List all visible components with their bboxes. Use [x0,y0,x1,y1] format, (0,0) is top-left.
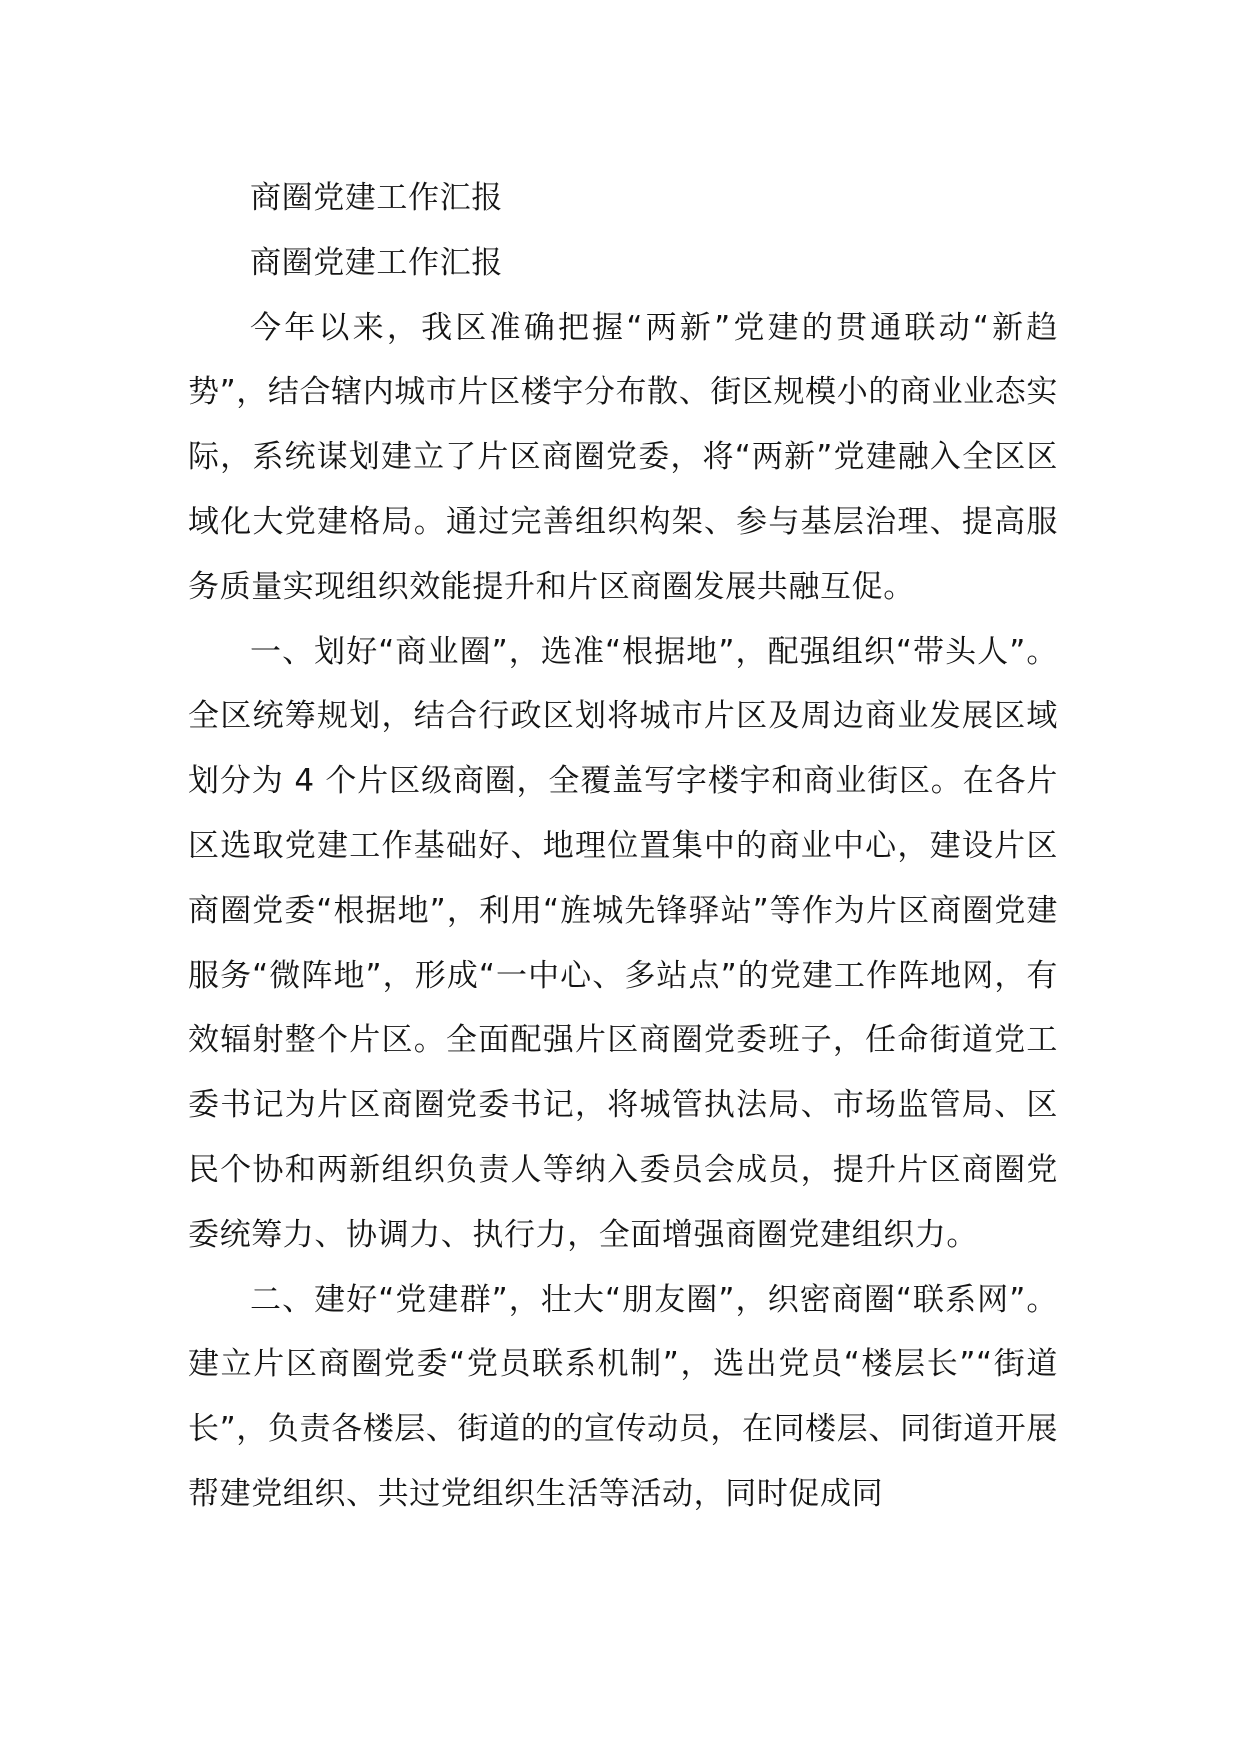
paragraph-intro: 今年以来，我区准确把握“两新”党建的贯通联动“新趋势”，结合辖内城市片区楼宇分布散、街区规模小的商业业态实际，系统谋划建立了片区商圈党委，将“两新”党建融入全区区域化大党建格局。通过完善组织构架、参与基层治理、提高服务质量实现组织效能提升和片区商圈发展共融互促。 [188,309,1058,605]
document-subtitle: 商圈党建工作汇报 [250,244,503,281]
paragraph-section-two: 二、建好“党建群”，壮大“朋友圈”，织密商圈“联系网”。建立片区商圈党委“党员联系机制”，选出党员“楼层长”“街道长”，负责各楼层、街道的的宣传动员，在同楼层、同街道开展帮建党组织、共过党组织生活等活动，同时促成同 [188,1281,1058,1512]
document-body [188,166,1058,1527]
document-title: 商圈党建工作汇报 [250,180,503,216]
paragraph-section-one: 一、划好“商业圈”，选准“根据地”，配强组织“带头人”。全区统筹规划，结合行政区划将城市片区及周边商业发展区域划分为 4 个片区级商圈，全覆盖写字楼宇和商业街区。在各片区选取党建工作基础好、地理位置集中的商业中心，建设片区商圈党委“根据地”，利用“旌城先锋驿站”等作为片区商圈党建服务“微阵地”，形成“一中心、多站点”的党建工作阵地网，有效辐射整个片区。全面配强片区商圈党委班子，任命街道党工委书记为片区商圈党委书记，将城管执法局、市场监管局、区民个协和两新组织负责人等纳入委员会成员，提升片区商圈党委统筹力、协调力、执行力，全面增强商圈党建组织力。 [188,633,1058,1253]
